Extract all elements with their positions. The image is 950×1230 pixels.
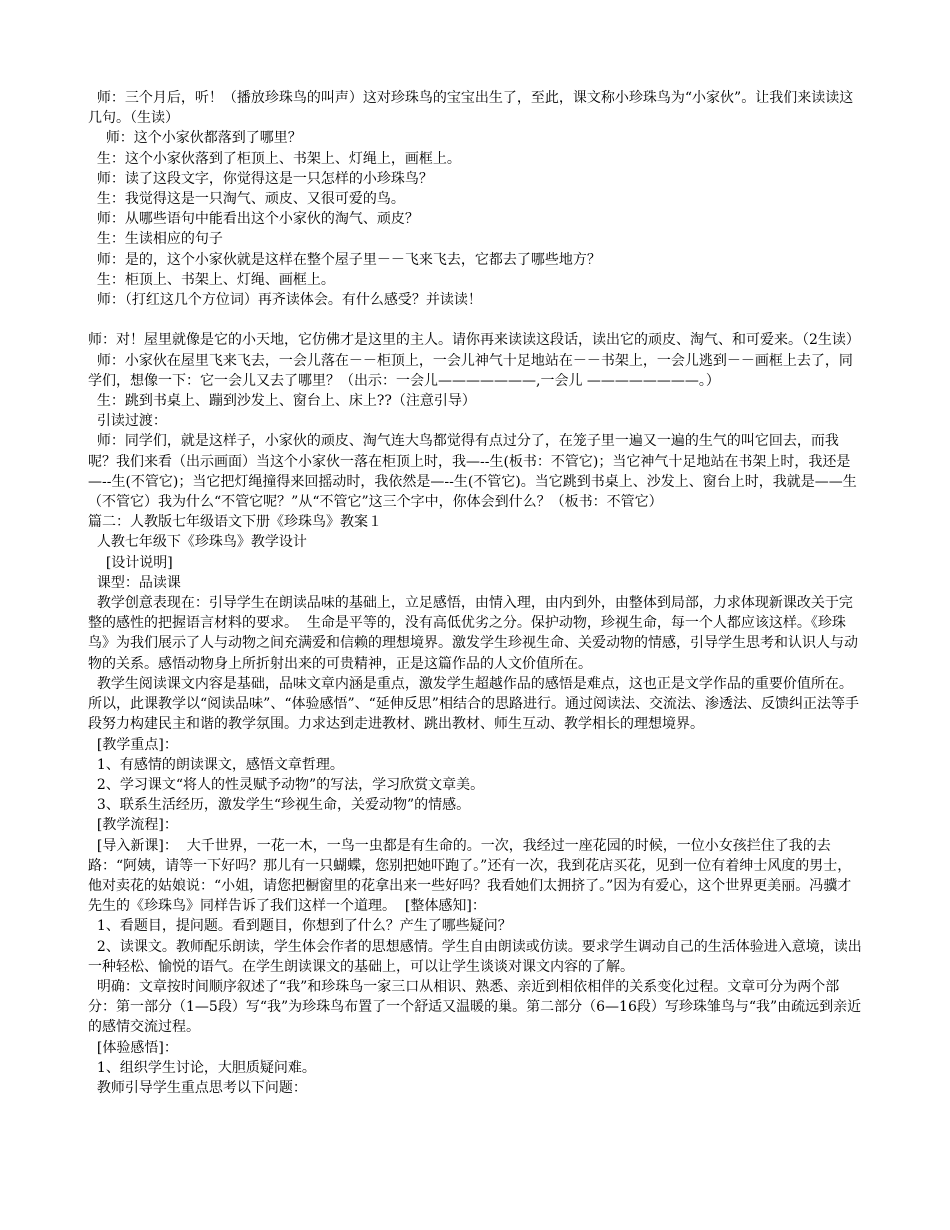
paragraph: 师：从哪些语句中能看出这个小家伙的淘气、顽皮？ — [88, 211, 419, 228]
list-item: 2、学习课文“将人的性灵赋予动物”的写法，学习欣赏文章美。 — [88, 776, 485, 793]
paragraph: 生：我觉得这是一只淘气、顽皮、又很可爱的鸟。 — [88, 191, 405, 208]
paragraph: 师：同学们，就是这样子，小家伙的顽皮、淘气连大鸟都觉得有点过分了，在笼子里一遍又一遍的生气的叫它回去，而我呢？我们来看（出示画面）当这个小家伙一落在柜顶上时，我—--生(板书：不管它)；当它神气十足地站在书架上时，我还是—--生(不管它)；当它把灯绳撞得来回摇动时，我依然是—--生(不管它)。当它跳到书桌上、沙发上、窗台上时，我就是——生（不管它）我为什么“不管它呢？”从“不管它”这三个字中，你体会到什么？（板书：不管它） — [88, 433, 857, 511]
list-item: 3、联系生活经历，激发学生“珍视生命，关爱动物”的情感。 — [88, 797, 471, 814]
paragraph: [导入新课]： 大千世界，一花一木，一鸟一虫都是有生命的。一次，我经过一座花园的时候，一位小女孩拦住了我的去路：“阿姨，请等一下好吗？那儿有一只蝴蝶，您别把她吓跑了。”还有一次，我到花店买花，见到一位有着绅士风度的男士，他对卖花的姑娘说：“小姐，请您把橱窗里的花拿出来一些好吗？我看她们太拥挤了。”因为有爱心，这个世界更美丽。冯骥才先生的《珍珠鸟》同样告诉了我们这样一个道理。 [整体感知]： — [88, 837, 852, 915]
paragraph: 教学创意表现在：引导学生在朗读品味的基础上，立足感悟，由情入理，由内到外，由整体到局部，力求体现新课改关于完整的感性的把握语言材料的要求。 生命是平等的，没有高低优劣之分。保护动物，珍视生命，每一个人都应该这样。《珍珠鸟》为我们展示了人与动物之间充满爱和信赖的理想境界。激发学生珍视生命、关爱动物的情感，引导学生思考和认识人与动物的关系。感悟动物身上所折射出来的可贵精神，正是这篇作品的人文价值所在。 — [88, 595, 858, 672]
paragraph: 生：跳到书桌上、蹦到沙发上、窗台上、床上??（注意引导） — [88, 393, 476, 410]
section-label: [体验感悟]： — [88, 1039, 178, 1056]
list-item: 1、看题目，提问题。看到题目，你想到了什么？产生了哪些疑问？ — [88, 918, 512, 935]
paragraph: 师：这个小家伙都落到了哪里？ — [88, 130, 302, 147]
section-label: [教学流程]： — [88, 817, 178, 834]
section-heading: 篇二：人教版七年级语文下册《珍珠鸟》教案１ — [88, 514, 382, 531]
paragraph: 师：读了这段文字，你觉得这是一只怎样的小珍珠鸟？ — [88, 170, 433, 187]
document-title: 人教七年级下《珍珠鸟》教学设计 — [88, 534, 307, 551]
paragraph: 教师引导学生重点思考以下问题： — [88, 1079, 307, 1096]
paragraph: 课型：品读课 — [88, 574, 181, 591]
list-item: 2、读课文。教师配乐朗读，学生体会作者的思想感情。学生自由朗读或仿读。要求学生调动自己的生活体验进入意境，读出一种轻松、愉悦的语气。在学生朗读课文的基础上，可以让学生谈谈对课文内容的了解。 — [88, 938, 862, 975]
paragraph: 师：三个月后，听！（播放珍珠鸟的叫声）这对珍珠鸟的宝宝出生了，至此，课文称小珍珠鸟为“小家伙”。让我们来读读这几句。（生读） — [88, 90, 854, 127]
paragraph: 引读过渡： — [88, 413, 167, 430]
paragraph: 师：是的，这个小家伙就是这样在整个屋子里－－飞来飞去，它都去了哪些地方？ — [88, 251, 601, 268]
list-item: 1、组织学生讨论，大胆质疑问难。 — [88, 1059, 316, 1076]
paragraph: 生：这个小家伙落到了柜顶上、书架上、灯绳上，画框上。 — [88, 150, 461, 167]
paragraph: 生：生读相应的句子 — [88, 231, 223, 248]
section-label: [教学重点]： — [88, 736, 178, 753]
paragraph: 师：小家伙在屋里飞来飞去，一会儿落在－－柜顶上，一会儿神气十足地站在－－书架上，一会儿逃到－－画框上去了，同学们，想像一下：它一会儿又去了哪里？（出示：一会儿———————,一会儿 ————————。） — [88, 352, 853, 389]
paragraph: 教学生阅读课文内容是基础，品味文章内涵是重点，激发学生超越作品的感悟是难点，这也正是文学作品的重要价值所在。所以，此课教学以“阅读品味”、“体验感悟”、“延伸反思”相结合的思路进行。通过阅读法、交流法、渗透法、反馈纠正法等手段努力构建民主和谐的教学氛围。力求达到走进教材、跳出教材、师生互动、教学相长的理想境界。 — [88, 675, 859, 733]
paragraph: 生：柜顶上、书架上、灯绳、画框上。 — [88, 271, 335, 288]
section-label: [设计说明] — [88, 554, 173, 571]
list-item: 1、有感情的朗读课文，感悟文章哲理。 — [88, 756, 344, 773]
paragraph: 明确：文章按时间顺序叙述了“我”和珍珠鸟一家三口从相识、熟悉、亲近到相依相伴的关系变化过程。文章可分为两个部分：第一部分（1—5段）写“我”为珍珠鸟布置了一个舒适又温暖的巢。第二部分（6—16段）写珍珠雏鸟与“我”由疏远到亲近的感情交流过程。 — [88, 978, 862, 1036]
paragraph: 师：对！屋里就像是它的小天地，它仿佛才是这里的主人。请你再来读读这段话，读出它的顽皮、淘气、和可爱来。（2生读） — [88, 312, 860, 349]
paragraph: 师：（打红这几个方位词）再齐读体会。有什么感受？并读读！ — [88, 292, 482, 309]
